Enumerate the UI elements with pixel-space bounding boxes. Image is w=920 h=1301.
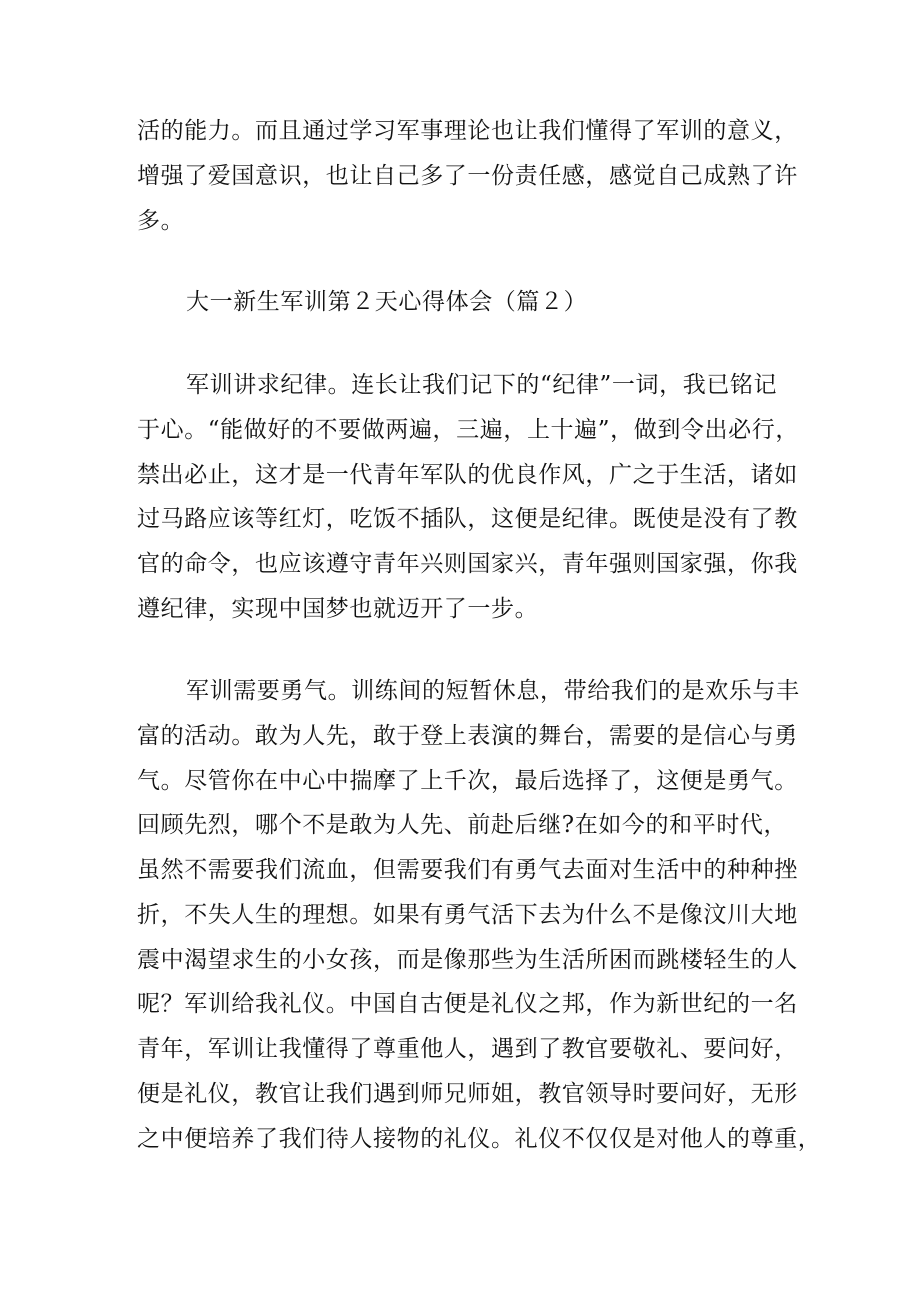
text-line: 之中便培养了我们待人接物的礼仪。礼仪不仅仅是对他人的尊重， (137, 1126, 822, 1152)
text-line: 虽然不需要我们流血，但需要我们有勇气去面对生活中的种种挫 (137, 857, 798, 883)
text-line: 富的活动。敢为人先，敢于登上表演的舞台，需要的是信心与勇 (137, 723, 798, 749)
text-line: 增强了爱国意识，也让自己多了一份责任感，感觉自己成熟了许 (137, 163, 798, 189)
text-line: 多。 (137, 208, 185, 234)
text-line: 军训需要勇气。训练间的短暂休息，带给我们的是欢乐与丰 (186, 678, 800, 704)
text-line: 过马路应该等红灯，吃饭不插队，这便是纪律。既使是没有了教 (137, 506, 798, 532)
text-line: 折，不失人生的理想。如果有勇气活下去为什么不是像汶川大地 (137, 902, 798, 928)
text-line: 便是礼仪，教官让我们遇到师兄师姐，教官领导时要问好，无形 (137, 1081, 798, 1107)
text-line: 禁出必止，这才是一代青年军队的优良作风，广之于生活，诸如 (137, 462, 798, 488)
text-line: 于心。“能做好的不要做两遍，三遍，上十遍”，做到令出必行， (137, 417, 799, 443)
section-heading: 大一新生军训第２天心得体会（篇２） (186, 289, 588, 315)
text-line: 青年，军训让我懂得了尊重他人，遇到了教官要敬礼、要问好， (137, 1036, 798, 1062)
text-line: 官的命令，也应该遵守青年兴则国家兴，青年强则国家强，你我 (137, 551, 798, 577)
text-line: 活的能力。而且通过学习军事理论也让我们懂得了军训的意义， (137, 118, 798, 144)
text-line: 呢？军训给我礼仪。中国自古便是礼仪之邦，作为新世纪的一名 (137, 991, 798, 1017)
text-line: 气。尽管你在中心中揣摩了上千次，最后选择了，这便是勇气。 (137, 768, 798, 794)
text-line: 遵纪律，实现中国梦也就迈开了一步。 (137, 596, 539, 622)
text-line: 军训讲求纪律。连长让我们记下的“纪律”一词，我已铭记 (186, 372, 778, 398)
text-line: 回顾先烈，哪个不是敢为人先、前赴后继?在如今的和平时代， (137, 812, 788, 838)
text-line: 震中渴望求生的小女孩，而是像那些为生活所困而跳楼轻生的人 (137, 947, 798, 973)
